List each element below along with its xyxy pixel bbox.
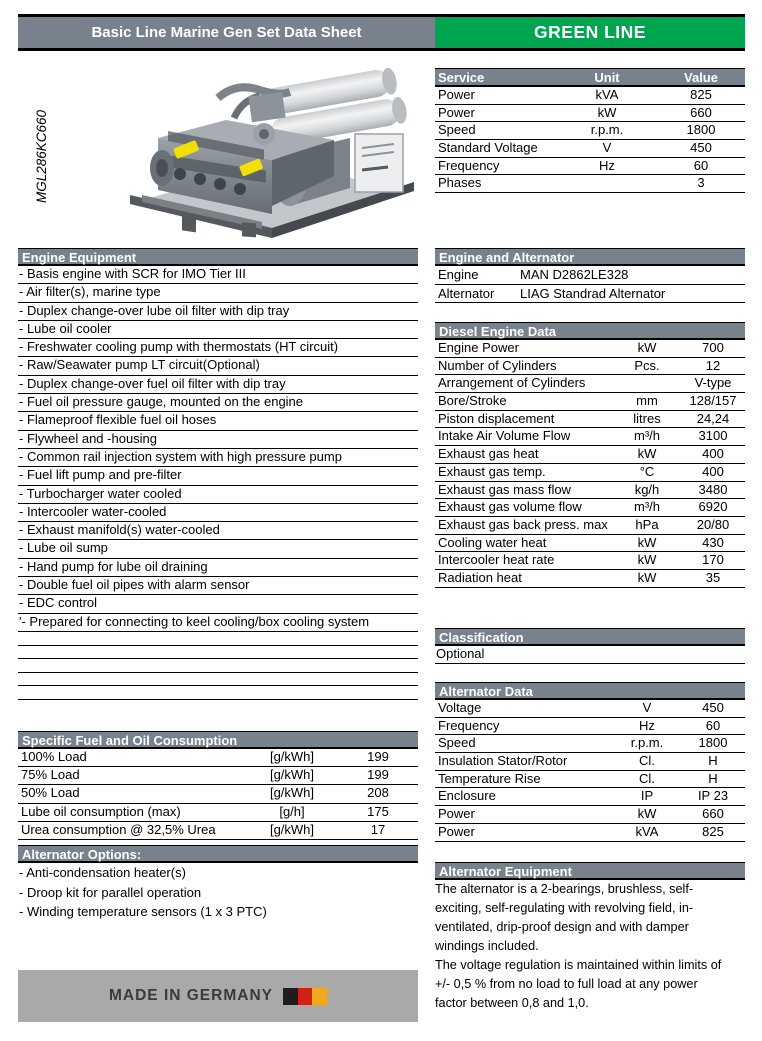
column-header: Value xyxy=(684,70,718,85)
row-value: 199 xyxy=(367,749,389,764)
row-label: Intercooler heat rate xyxy=(438,552,555,568)
table-row xyxy=(435,105,745,123)
equipment-item: - Fuel oil pressure gauge, mounted on the engine xyxy=(18,394,418,412)
row-value: 208 xyxy=(367,785,389,801)
row-unit: kW xyxy=(637,806,657,822)
row-label: Speed xyxy=(438,122,476,138)
row-label: Exhaust gas temp. xyxy=(438,463,546,479)
row-label: Power xyxy=(438,87,475,102)
row-label: Intake Air Volume Flow xyxy=(438,428,571,444)
row-value: 400 xyxy=(702,446,724,462)
equipment-item: - Air filter(s), marine type xyxy=(18,284,418,302)
alternator-options-section xyxy=(18,845,418,922)
equipment-item: - Hand pump for lube oil draining xyxy=(18,559,418,577)
diesel-engine-data-section xyxy=(435,322,745,588)
table-row xyxy=(435,375,745,393)
row-unit: V xyxy=(642,700,652,715)
row-value: 6920 xyxy=(698,499,728,515)
row-value: 400 xyxy=(702,463,724,479)
table-row xyxy=(435,411,745,429)
row-unit: litres xyxy=(633,410,661,426)
equipment-item: - Flywheel and -housing xyxy=(18,431,418,449)
table-row xyxy=(435,140,745,158)
row-unit: [g/kWh] xyxy=(269,749,315,764)
text-line: windings included. xyxy=(435,939,539,953)
section-title: Diesel Engine Data xyxy=(435,322,745,340)
text-line: The alternator is a 2-bearings, brushless, self- xyxy=(435,882,694,896)
row-value: 175 xyxy=(367,803,389,819)
row-unit: [g/h] xyxy=(279,803,305,819)
table-row xyxy=(435,158,745,176)
section-title: Classification xyxy=(435,628,745,646)
row-value: H xyxy=(708,753,718,769)
row-value: 450 xyxy=(690,140,712,156)
row-unit: kW xyxy=(637,552,657,568)
diesel-engine-table xyxy=(435,340,745,588)
table-row xyxy=(435,771,745,789)
equipment-item: - Turbocharger water cooled xyxy=(18,486,418,504)
row-value: LIAG Standrad Alternator xyxy=(520,285,666,301)
row-value: 35 xyxy=(705,569,721,585)
text-line: +/- 0,5 % from no load to full load at any power xyxy=(435,977,698,991)
row-unit: m³/h xyxy=(634,499,660,515)
table-row xyxy=(435,358,745,376)
equipment-item: - Raw/Seawater pump LT circuit(Optional) xyxy=(18,357,418,375)
row-label: 100% Load xyxy=(21,749,87,764)
row-label: Alternator xyxy=(438,285,495,301)
row-value: H xyxy=(708,770,718,786)
table-row xyxy=(435,570,745,588)
alternator-options-list xyxy=(18,863,418,922)
row-value: 12 xyxy=(705,357,721,373)
page-header xyxy=(18,14,745,51)
equipment-item: - Fuel lift pump and pre-filter xyxy=(18,467,418,485)
table-row xyxy=(435,464,745,482)
table-row xyxy=(435,340,745,358)
table-row xyxy=(435,428,745,446)
row-label: Frequency xyxy=(438,157,500,173)
row-label: Piston displacement xyxy=(438,410,555,426)
row-value: 450 xyxy=(702,700,724,715)
genset-image xyxy=(122,56,424,244)
table-row xyxy=(435,806,745,824)
page-title: Basic Line Marine Gen Set Data Sheet xyxy=(18,17,435,48)
row-unit: IP xyxy=(640,788,654,804)
engine-equipment-list xyxy=(18,266,418,632)
equipment-item: - Freshwater cooling pump with thermostats (HT circuit) xyxy=(18,339,418,357)
row-value: 24,24 xyxy=(696,410,730,426)
row-label: Power xyxy=(438,806,475,822)
table-row xyxy=(435,535,745,553)
row-unit: mm xyxy=(636,393,658,409)
table-row xyxy=(18,785,418,803)
row-unit: [g/kWh] xyxy=(269,785,315,801)
text-line: The voltage regulation is maintained within limits of xyxy=(435,958,722,972)
service-section xyxy=(435,68,745,193)
engine-alternator-table xyxy=(435,266,745,303)
row-label: Insulation Stator/Rotor xyxy=(438,753,568,769)
row-unit: r.p.m. xyxy=(590,122,624,138)
alternator-data-table xyxy=(435,700,745,842)
table-row xyxy=(435,393,745,411)
row-value: 3100 xyxy=(698,428,728,444)
german-flag-icon xyxy=(283,988,327,1005)
row-label: Engine xyxy=(438,267,479,282)
row-unit: m³/h xyxy=(634,428,660,444)
row-label: Exhaust gas mass flow xyxy=(438,481,571,497)
table-row xyxy=(435,700,745,718)
row-value: 660 xyxy=(690,104,712,120)
table-row xyxy=(435,285,745,304)
row-label: Exhaust gas back press. max xyxy=(438,516,608,532)
table-row xyxy=(435,266,745,285)
row-label: 50% Load xyxy=(21,785,80,801)
table-row xyxy=(18,822,418,840)
row-value: 660 xyxy=(702,806,724,822)
table-row xyxy=(435,175,745,193)
row-label: Exhaust gas volume flow xyxy=(438,499,582,515)
row-label: Standard Voltage xyxy=(438,140,538,156)
equipment-item: - Intercooler water-cooled xyxy=(18,504,418,522)
row-value: 17 xyxy=(370,821,386,837)
engine-and-alternator-section xyxy=(435,248,745,303)
row-value: 1800 xyxy=(698,735,728,751)
row-label: Speed xyxy=(438,735,476,751)
row-label: Phases xyxy=(438,175,482,191)
row-value: 60 xyxy=(693,157,709,173)
row-unit: kVA xyxy=(635,823,659,839)
row-value: 60 xyxy=(705,717,721,733)
made-in-germany-banner xyxy=(18,970,418,1022)
section-title: Alternator Equipment xyxy=(435,862,745,880)
column-header: Unit xyxy=(594,70,620,85)
row-value: MAN D2862LE328 xyxy=(520,267,629,282)
made-in-germany-label: MADE IN GERMANY xyxy=(109,987,273,1004)
table-row xyxy=(435,446,745,464)
fuel-consumption-table xyxy=(18,749,418,840)
table-row xyxy=(435,788,745,806)
row-label: Urea consumption @ 32,5% Urea xyxy=(21,821,216,837)
text-line: exciting, self-regulating with revolving field, in- xyxy=(435,901,694,915)
fuel-consumption-section xyxy=(18,731,418,840)
model-code-label: MGL286KC660 xyxy=(34,109,49,203)
table-row xyxy=(435,824,745,842)
row-value: IP 23 xyxy=(697,788,729,804)
row-label: Exhaust gas heat xyxy=(438,446,539,462)
table-row xyxy=(18,749,418,767)
row-unit: Hz xyxy=(639,717,655,733)
service-table-header xyxy=(435,68,745,87)
option-item: - Winding temperature sensors (1 x 3 PTC) xyxy=(19,904,267,919)
row-label: Power xyxy=(438,104,475,120)
row-value: 3480 xyxy=(698,481,728,497)
equipment-item: - Lube oil sump xyxy=(18,540,418,558)
row-unit: kW xyxy=(637,340,657,355)
equipment-item: - Duplex change-over lube oil filter with dip tray xyxy=(18,303,418,321)
row-unit: kVA xyxy=(595,87,619,102)
classification-item: Optional xyxy=(435,646,745,664)
alternator-data-section xyxy=(435,682,745,842)
equipment-item: - Lube oil cooler xyxy=(18,321,418,339)
row-unit: kW xyxy=(637,534,657,550)
table-row xyxy=(435,735,745,753)
table-row xyxy=(435,87,745,105)
table-row xyxy=(435,499,745,517)
row-unit: Cl. xyxy=(639,770,655,786)
row-unit: Hz xyxy=(599,157,615,173)
row-label: Voltage xyxy=(438,700,482,715)
row-value: 700 xyxy=(702,340,724,355)
equipment-item: - Double fuel oil pipes with alarm sensor xyxy=(18,577,418,595)
row-value: 20/80 xyxy=(696,516,730,532)
text-line: factor between 0,8 and 1,0. xyxy=(435,996,589,1010)
row-label: Number of Cylinders xyxy=(438,357,557,373)
row-unit: °C xyxy=(639,463,655,479)
row-unit: Cl. xyxy=(639,753,655,769)
row-unit xyxy=(557,175,657,192)
row-unit: hPa xyxy=(635,516,659,532)
row-unit: Pcs. xyxy=(634,357,660,373)
row-label: Power xyxy=(438,823,475,839)
equipment-item: - Common rail injection system with high pressure pump xyxy=(18,449,418,467)
green-line-badge: GREEN LINE xyxy=(435,17,745,48)
row-value: V-type xyxy=(694,375,732,391)
row-unit: kg/h xyxy=(634,481,660,497)
row-label: Radiation heat xyxy=(438,569,522,585)
alternator-equipment-section xyxy=(435,862,745,1013)
row-unit: r.p.m. xyxy=(630,735,664,751)
classification-section xyxy=(435,628,745,664)
equipment-item: '- Prepared for connecting to keel cooling/box cooling system xyxy=(18,614,418,632)
table-row xyxy=(435,517,745,535)
blank-row xyxy=(18,632,418,646)
section-title: Alternator Options: xyxy=(18,845,418,863)
row-label: Arrangement of Cylinders xyxy=(438,375,586,391)
engine-equipment-section xyxy=(18,248,418,700)
equipment-item: - Exhaust manifold(s) water-cooled xyxy=(18,522,418,540)
option-item: - Anti-condensation heater(s) xyxy=(19,865,186,880)
row-label: Enclosure xyxy=(438,788,496,804)
table-row xyxy=(18,767,418,785)
row-label: Engine Power xyxy=(438,340,519,355)
section-title: Alternator Data xyxy=(435,682,745,700)
table-row xyxy=(435,122,745,140)
row-unit: kW xyxy=(637,569,657,585)
row-unit: kW xyxy=(637,446,657,462)
blank-row xyxy=(18,659,418,673)
row-label: Frequency xyxy=(438,717,500,733)
row-label: Bore/Stroke xyxy=(438,393,507,409)
text-line: ventilated, drip-proof design and with damper xyxy=(435,920,689,934)
row-label: Temperature Rise xyxy=(438,770,541,786)
table-row xyxy=(435,753,745,771)
section-title: Engine and Alternator xyxy=(435,248,745,266)
equipment-item: - EDC control xyxy=(18,595,418,613)
table-row xyxy=(435,552,745,570)
row-unit: V xyxy=(602,140,612,156)
row-unit: kW xyxy=(597,104,617,120)
blank-row xyxy=(18,646,418,660)
row-value: 3 xyxy=(697,175,705,191)
equipment-item: - Duplex change-over fuel oil filter with dip tray xyxy=(18,376,418,394)
equipment-item: - Basis engine with SCR for IMO Tier III xyxy=(18,266,418,284)
section-title: Specific Fuel and Oil Consumption xyxy=(18,731,418,749)
table-row xyxy=(435,718,745,736)
classification-table xyxy=(435,646,745,664)
row-value: 128/157 xyxy=(689,393,737,409)
row-value: 825 xyxy=(690,87,712,102)
service-table xyxy=(435,87,745,193)
blank-row xyxy=(18,673,418,687)
row-value: 199 xyxy=(367,767,389,783)
row-label: Cooling water heat xyxy=(438,534,547,550)
table-row xyxy=(18,804,418,822)
option-item: - Droop kit for parallel operation xyxy=(19,884,202,900)
row-value: 430 xyxy=(702,534,724,550)
row-label: 75% Load xyxy=(21,767,80,783)
alternator-equipment-text xyxy=(435,880,745,1013)
section-title: Engine Equipment xyxy=(18,248,418,266)
equipment-item: - Flameproof flexible fuel oil hoses xyxy=(18,412,418,430)
row-value: 170 xyxy=(702,552,724,568)
blank-rows xyxy=(18,632,418,700)
row-unit xyxy=(613,375,681,392)
row-value: 1800 xyxy=(686,122,716,138)
column-header: Service xyxy=(438,70,485,85)
row-label: Lube oil consumption (max) xyxy=(21,803,181,819)
blank-row xyxy=(18,686,418,700)
row-unit: [g/kWh] xyxy=(269,767,315,783)
row-value: 825 xyxy=(702,823,724,839)
table-row xyxy=(435,482,745,500)
row-unit: [g/kWh] xyxy=(269,821,315,837)
